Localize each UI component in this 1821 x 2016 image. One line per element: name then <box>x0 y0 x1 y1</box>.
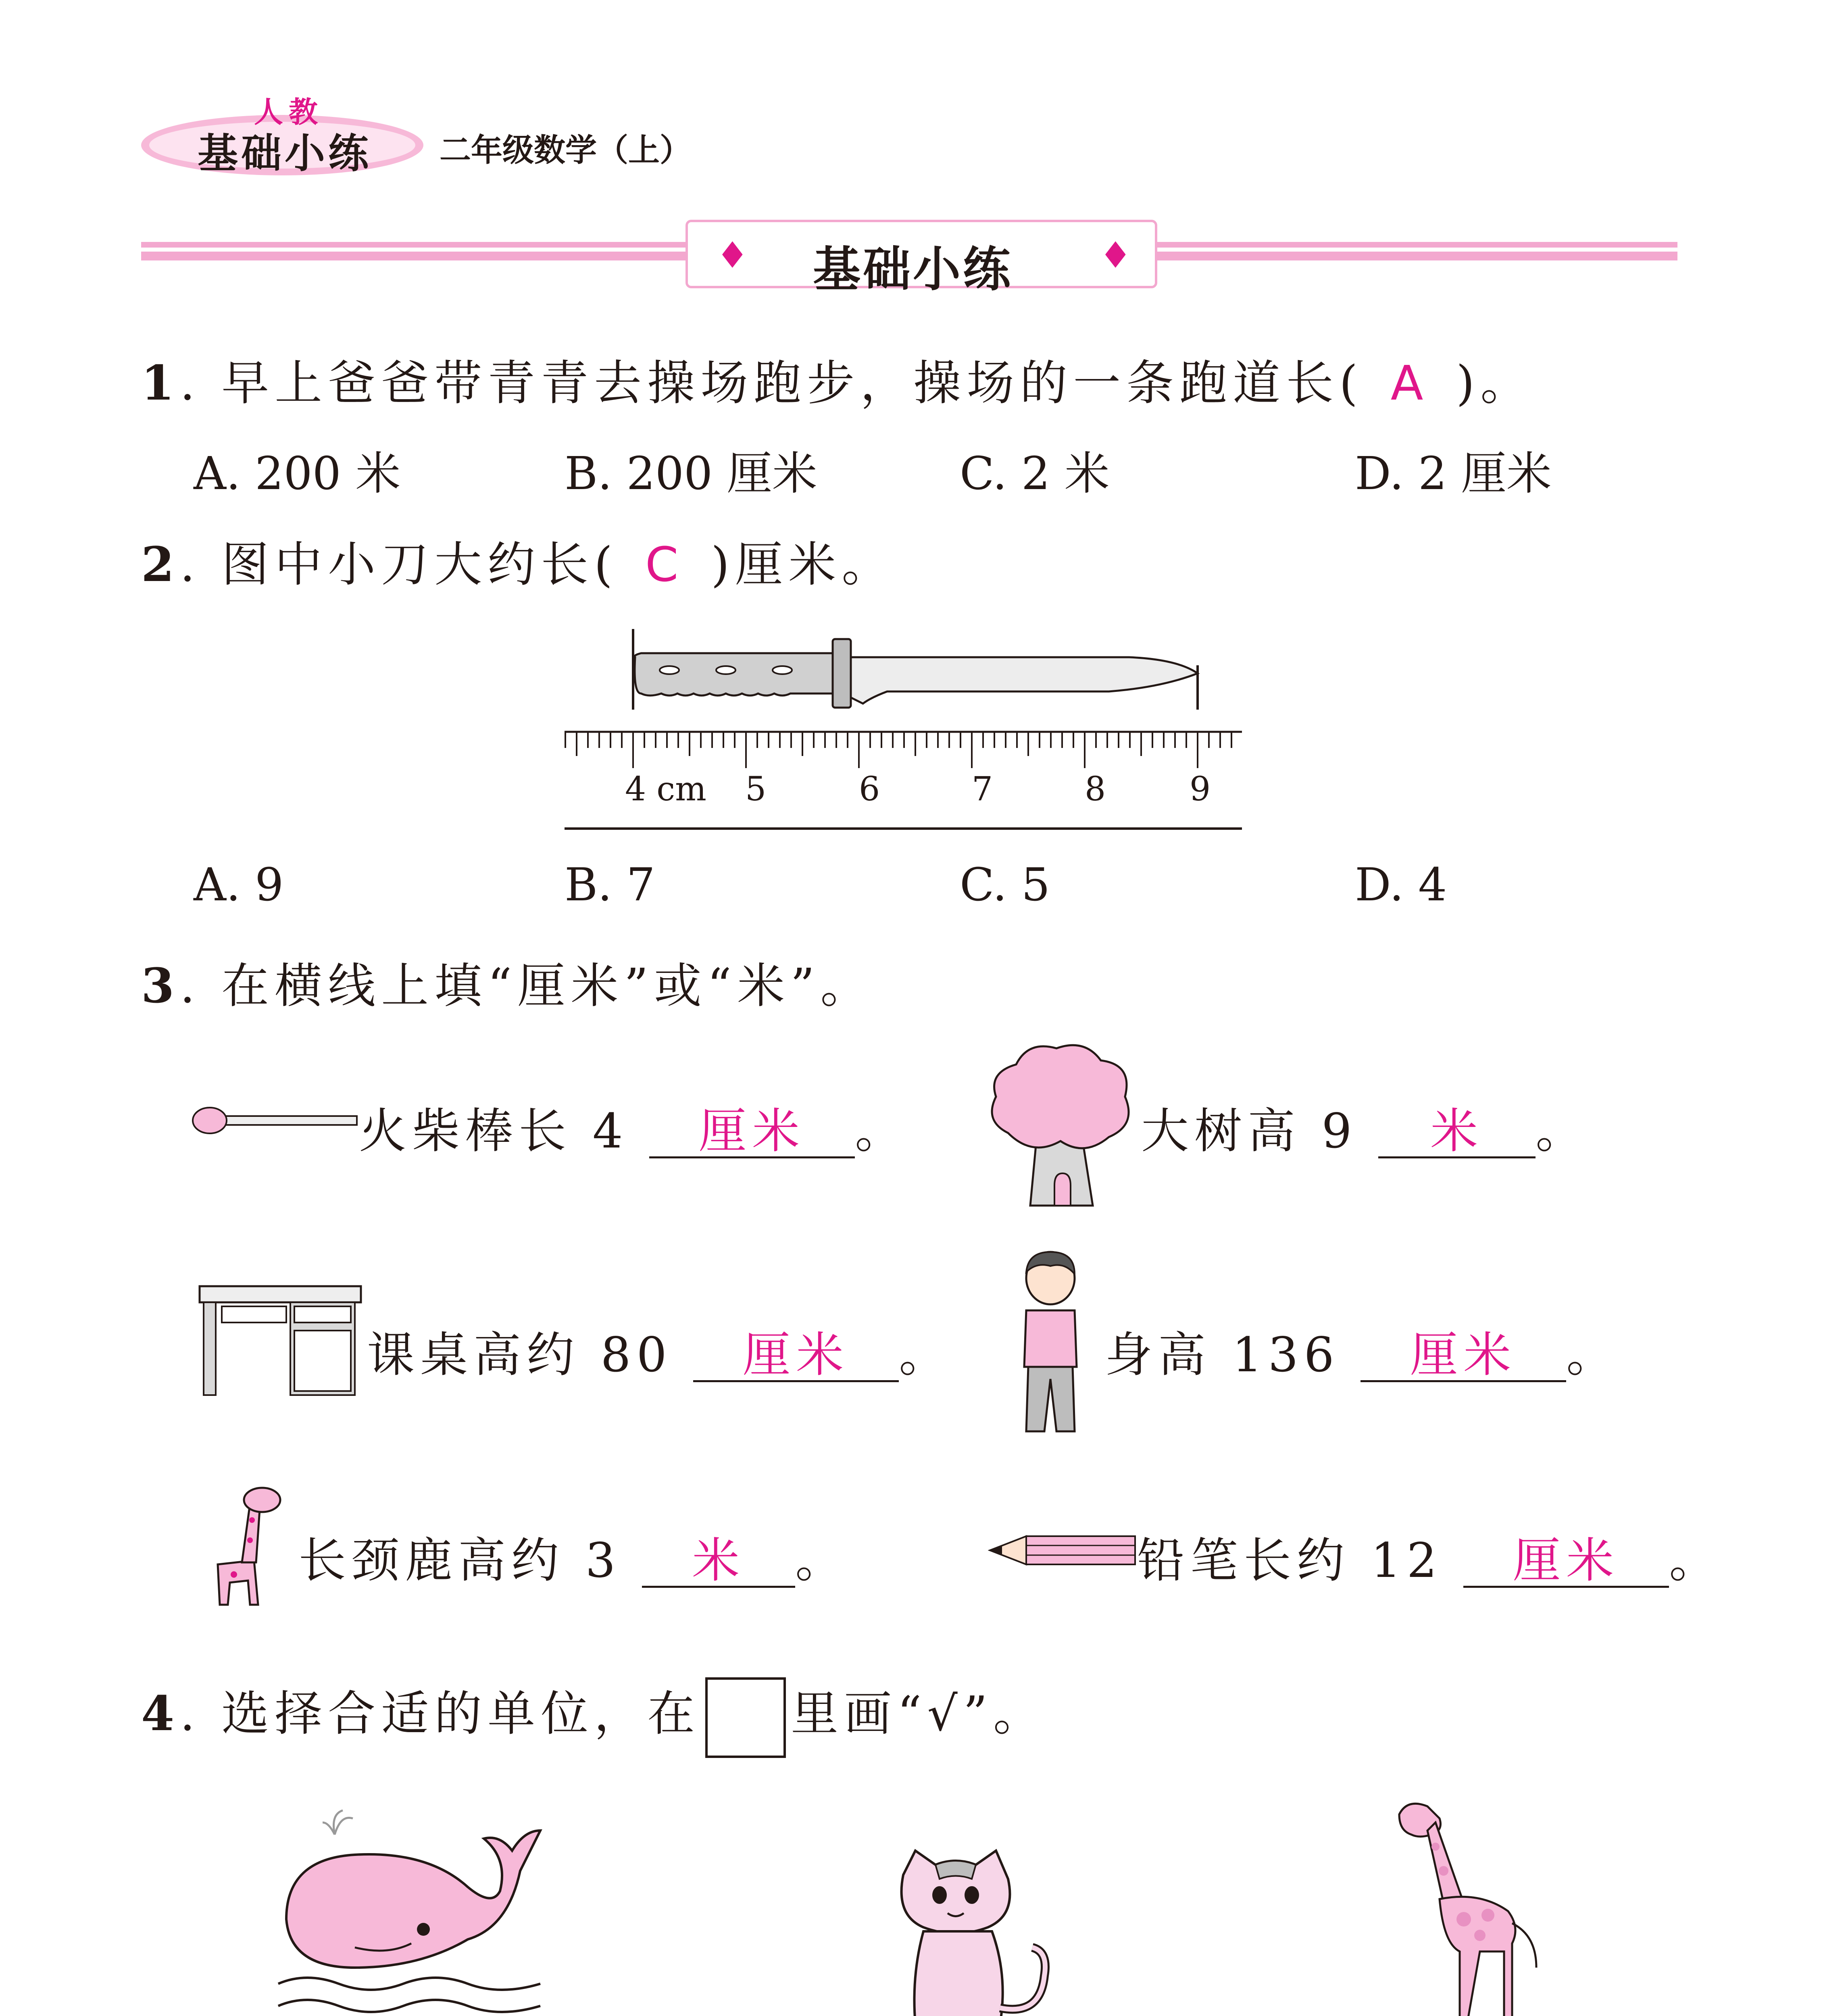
q4-number: 4 <box>141 1685 180 1741</box>
section-title: 基础小练 <box>813 242 1013 297</box>
q3-item-giraffe: 长颈鹿高约 3 米 。 <box>298 1533 849 1588</box>
diamond-icon: ♦ <box>1099 234 1132 277</box>
q3-item-pencil: 铅笔长约 12 厘米 。 <box>1137 1533 1723 1588</box>
header-book-title: 二年级数学（上） <box>440 132 692 169</box>
q4-text: 4. 选择合适的单位，在 里画“√”。 <box>141 1675 1046 1758</box>
header-publisher-tag: 人教 <box>254 95 324 129</box>
q3-answer-matchstick: 厘米 <box>649 1106 855 1158</box>
cat-image <box>887 1847 1065 2016</box>
q3-item-matchstick: 火柴棒长 4 厘米 。 <box>359 1103 908 1159</box>
giraffe-small-image <box>194 1480 298 1613</box>
desk-image <box>198 1282 363 1399</box>
tree-image <box>984 1040 1137 1210</box>
boy-image <box>1004 1250 1097 1439</box>
q1-text: 1. 早上爸爸带青青去操场跑步，操场的一条跑道长( A )。 <box>141 355 1534 411</box>
q3-item-desk: 课桌高约 80 厘米 。 <box>367 1327 952 1383</box>
header-series: 基础小练 <box>198 130 372 177</box>
ruler-label: 6 <box>859 770 880 808</box>
q2-text: 2. 图中小刀大约长( C )厘米。 <box>141 536 895 592</box>
whale-image <box>274 1798 573 2016</box>
diamond-icon: ♦ <box>716 234 749 277</box>
q3-item-height: 身高 136 厘米 。 <box>1105 1327 1620 1383</box>
ruler-label: 9 <box>1190 770 1211 808</box>
matchstick-image <box>190 1105 359 1137</box>
q1-option-c: C. 2 米 <box>960 448 1110 500</box>
q3-answer-desk: 厘米 <box>693 1330 899 1382</box>
ruler-label: 4 cm <box>625 770 706 808</box>
q2-option-d: D. 4 <box>1355 859 1447 911</box>
header <box>137 77 742 198</box>
section-rule-right <box>1157 242 1677 264</box>
q2-number: 2 <box>141 536 180 592</box>
q3-answer-giraffe: 米 <box>642 1536 795 1588</box>
q3-item-tree: 大树高 9 米 。 <box>1141 1103 1589 1159</box>
section-title-box <box>685 220 1157 297</box>
q3-answer-tree: 米 <box>1378 1106 1536 1158</box>
q3-number: 3 <box>141 958 180 1014</box>
q2-option-a: A. 9 <box>194 859 284 911</box>
q3-answer-height: 厘米 <box>1361 1330 1566 1382</box>
pencil-image <box>988 1532 1137 1568</box>
ruler-ticks <box>565 732 1231 768</box>
q1-option-b: B. 200 厘米 <box>565 448 817 500</box>
knife-ruler-figure <box>565 617 1250 843</box>
q1-option-d: D. 2 厘米 <box>1355 448 1552 500</box>
ruler-label: 5 <box>745 770 767 808</box>
q1-answer: A <box>1390 355 1429 411</box>
ruler-labels <box>625 770 1211 808</box>
q1-number: 1 <box>141 355 180 411</box>
ruler-label: 7 <box>972 770 993 808</box>
q4-example-box <box>705 1677 786 1758</box>
ruler-label: 8 <box>1085 770 1106 808</box>
q2-answer: C <box>645 537 684 592</box>
q2-option-c: C. 5 <box>960 859 1050 911</box>
section-rule-left <box>141 242 690 264</box>
q2-option-b: B. 7 <box>565 859 655 911</box>
q3-answer-pencil: 厘米 <box>1463 1536 1669 1588</box>
q1-option-a: A. 200 米 <box>194 448 401 500</box>
q3-text: 3. 在横线上填“厘米”或“米”。 <box>141 958 874 1014</box>
giraffe-image <box>1383 1790 1561 2016</box>
